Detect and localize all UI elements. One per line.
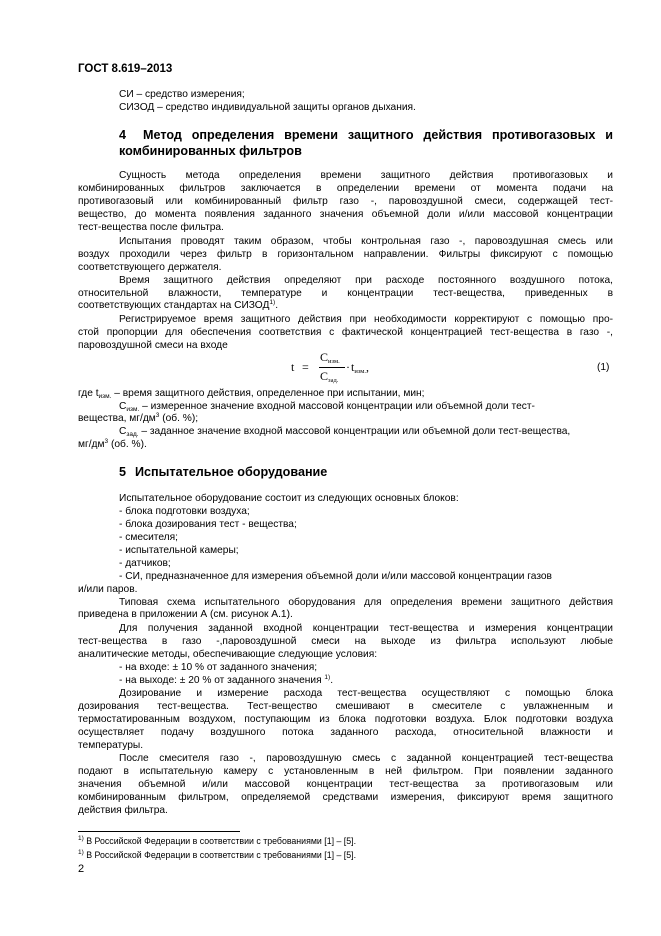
s5-scheme-line: Типовая схема испытательного оборудования для определения времени защитного действия xyxy=(119,597,613,608)
s4-p1-line: Сущность метода определения времени защитного действия противогазовых и xyxy=(119,170,613,181)
section-5-title: Испытательное оборудование xyxy=(135,465,328,479)
section-4-title-line1: Метод определения времени защитного действия противогазовых и xyxy=(143,128,613,142)
s5-conc-line: тест-вещества в газо -,паровоздушной смеси на выходе из фильтра используют любые xyxy=(78,636,613,647)
where-line: $C_{изм.}$ – измеренное значение входной массовой концентрации или объемной доли тест- xyxy=(119,401,535,413)
s5-after-line: комбинированным фильтром, определяемой средствами измерения, фиксируют время защитного xyxy=(78,792,613,803)
list-item: - СИ, предназначенное для измерения объемной доли и/или массовой концентрации газов xyxy=(119,571,552,582)
s5-dose-line: осуществляет подачу воздушного потока заданного расхода, относительной влажности и xyxy=(78,727,613,738)
s5-after-line: После смесителя газо -, паровоздушную смесь с заданной концентрацией тест-вещества xyxy=(119,753,613,764)
s5-conc-line: аналитические методы, обеспечивающие следующие условия: xyxy=(78,649,378,660)
formula-number: (1) xyxy=(597,362,610,373)
footnote: $^{1)}$ В Российской Федерации в соответствии с требованиями [1] – [5]. xyxy=(78,835,357,846)
s5-dose-line: Дозирование и измерение расхода тест-вещества осуществляют с помощью блока xyxy=(119,688,613,699)
s4-p3-line: Время защитного действия определяют при расходе постоянного воздушного потока, xyxy=(119,275,613,286)
fraction-line xyxy=(319,367,345,368)
abbrev-sizod: СИЗОД – средство индивидуальной защиты органов дыхания. xyxy=(119,102,416,113)
s4-p1-line: противогазовый или комбинированный фильтр газо -, паровоздушной смеси, содержащей тест- xyxy=(78,196,613,207)
condition-input: - на входе: ± 10 % от заданного значения; xyxy=(119,662,318,673)
s5-after-line: значения объемной и/или массовой концентрации тест-вещества за противогазовым или xyxy=(78,779,613,790)
footnote: $^{1)}$ В Российской Федерации в соответствии с требованиями [1] – [5]. xyxy=(78,849,357,860)
s4-p1-line: комбинированных фильтров заключается в определении времени от момента подачи на xyxy=(78,183,613,194)
s4-p2-line: воздух проходили через фильтр в горизонтальном направлении. Фильтры фиксируют с помощью xyxy=(78,249,613,260)
page-number: 2 xyxy=(78,863,85,875)
s4-p3-line: относительной влажности, температуре и концентрации тест-вещества, приведенных в xyxy=(78,288,613,299)
s5-dose-line: дозирования тест-вещества. Тест-вещество смешивают в смесителе с увлажненным и xyxy=(78,701,613,712)
where-line: вещества, $мг/дм^3$ (об. %); xyxy=(78,412,199,424)
s4-p4-line: стой пропорции для обеспечения соответствия с фактической концентрацией тест-вещества в газо -, xyxy=(78,327,613,338)
section-4-title-line2: комбинированных фильтров xyxy=(119,144,302,158)
s5-dose-line: термостатированным воздухом, поступающим из блока подготовки воздуха. Блок подготовки воздуха xyxy=(78,714,613,725)
s5-intro: Испытательное оборудование состоит из следующих основных блоков: xyxy=(119,493,459,504)
s4-p2-line: соответствующего держателя. xyxy=(78,262,222,273)
footnote-ref: 1) xyxy=(269,299,276,306)
condition-output: - на выходе: ± 20 % от заданного значения $^{1)}$. xyxy=(119,674,334,686)
abbrev-si: СИ – средство измерения; xyxy=(119,89,245,100)
footnote-separator xyxy=(78,831,240,832)
s4-p1-line: вещество, до момента появления заданного значения объемной доли и/или массовой концентрации xyxy=(78,209,613,220)
s4-p4-line: паровоздушной смеси на входе xyxy=(78,340,228,351)
s4-p2-line: Испытания проводят таким образом, чтобы контрольная газо -, паровоздушная смесь или xyxy=(119,236,613,247)
section-4-number: 4 xyxy=(119,128,127,142)
footnote-ref: 1) xyxy=(324,674,331,681)
s5-after-line: подают в испытательную камеру с установленным в ней фильтром. При появлении заданного xyxy=(78,766,613,777)
s5-conc-line: Для получения заданной входной концентрации тест-вещества и измерения концентрации xyxy=(119,623,613,634)
where-line: $C_{зад.}$ – заданное значение входной массовой концентрации или объемной доли тест-вещества, xyxy=(119,426,571,438)
list-item: - смесителя; xyxy=(119,532,178,543)
s5-after-line: действия фильтра. xyxy=(78,805,168,816)
where-line: $мг/дм^3$ (об. %). xyxy=(78,438,147,450)
list-item: - блока подготовки воздуха; xyxy=(119,506,250,517)
s4-p4-line: Регистрируемое время защитного действия при необходимости корректируют с помощью про- xyxy=(119,314,613,325)
s5-scheme-line: приведена в приложении А (см. рисунок А.1). xyxy=(78,609,293,620)
s4-p3-line-last: соответствующих стандартах на СИЗОД$^{1)}$. xyxy=(78,299,279,311)
s4-p1-line: тест-вещества после фильтра. xyxy=(78,222,224,233)
section-5-number: 5 xyxy=(119,465,127,479)
list-item: - датчиков; xyxy=(119,558,171,569)
document-header: ГОСТ 8.619–2013 xyxy=(78,63,173,75)
list-item: - блока дозирования тест - вещества; xyxy=(119,519,297,530)
list-item: - испытательной камеры; xyxy=(119,545,239,556)
s5-dose-line: температуры. xyxy=(78,740,144,751)
where-line: где $t_{изм.}$ – время защитного действия, определенное при испытании, мин; xyxy=(78,388,425,400)
list-item-cont: и/или паров. xyxy=(78,584,138,595)
